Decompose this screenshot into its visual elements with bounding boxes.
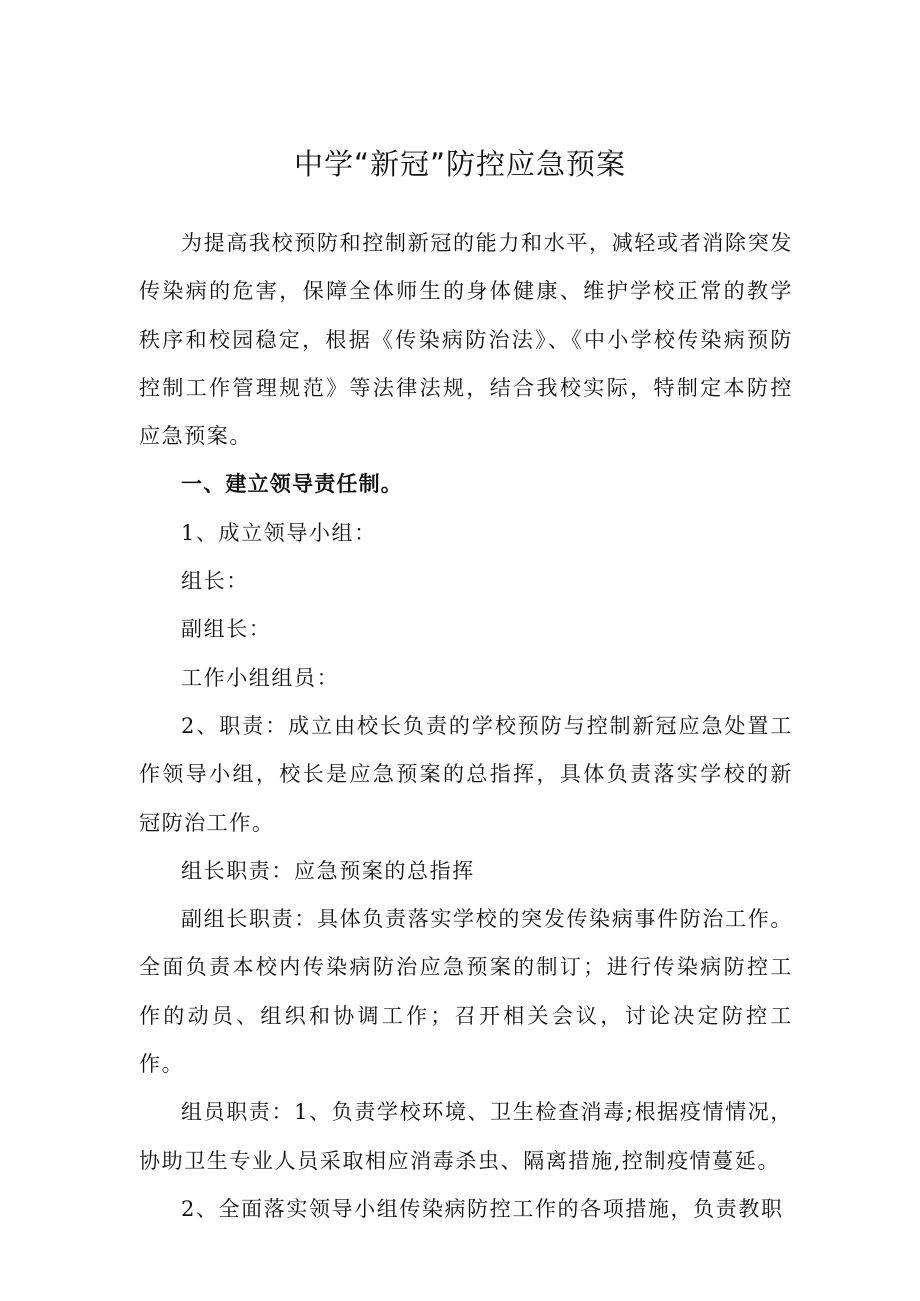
document-body [139, 219, 793, 1233]
member-duties-continued: 2、全面落实领导小组传染病防控工作的各项措施，负责教职 [181, 1196, 784, 1221]
duties-paragraph: 2、职责：成立由校长负责的学校预防与控制新冠应急处置工作领导小组，校长是应急预案的总指挥，具体负责落实学校的新冠防治工作。 [139, 713, 793, 835]
member-duties: 组员职责：1、负责学校环境、卫生检查消毒;根据疫情情况，协助卫生专业人员采取相应消毒杀虫、隔离措施,控制疫情蔓延。 [139, 1100, 793, 1173]
section-heading-1: 一、建立领导责任制。 [181, 472, 403, 497]
members-line: 工作小组组员： [181, 665, 340, 690]
leader-line: 组长： [181, 569, 249, 594]
intro-paragraph: 为提高我校预防和控制新冠的能力和水平，减轻或者消除突发传染病的危害，保障全体师生的身体健康、维护学校正常的教学秩序和校园稳定，根据《传染病防治法》、《中小学校传染病预防控制工作管理规范》等法律法规，结合我校实际，特制定本防控应急预案。 [139, 231, 793, 449]
item-establish-group: 1、成立领导小组： [181, 520, 377, 545]
deputy-leader-line: 副组长： [181, 617, 272, 642]
leader-duties: 组长职责：应急预案的总指挥 [181, 858, 475, 883]
document-title: 中学“新冠”防控应急预案 [293, 147, 627, 181]
deputy-leader-duties: 副组长职责：具体负责落实学校的突发传染病事件防治工作。全面负责本校内传染病防治应急预案的制订；进行传染病防控工作的动员、组织和协调工作；召开相关会议，讨论决定防控工作。 [139, 907, 793, 1077]
